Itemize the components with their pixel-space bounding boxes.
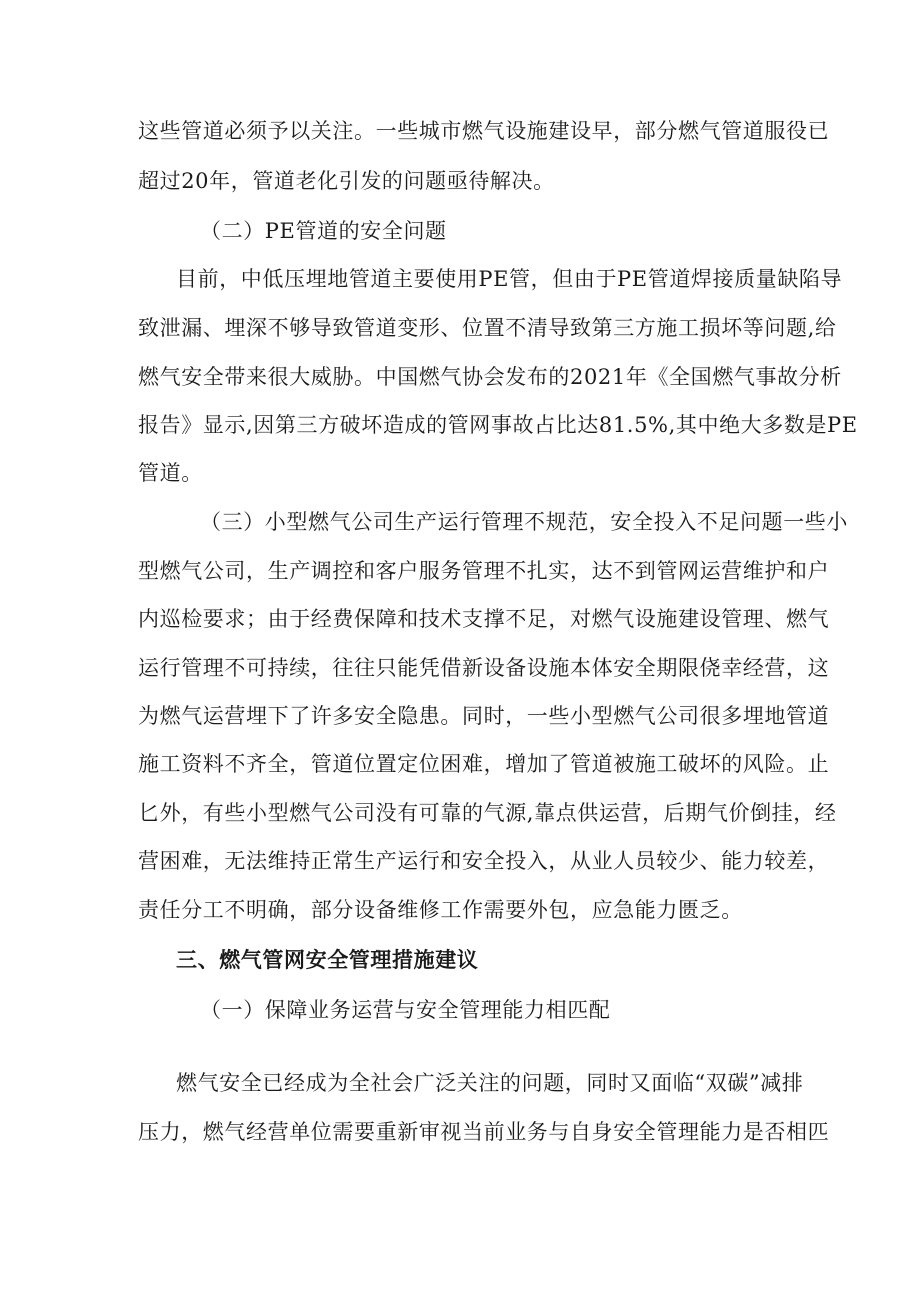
paragraph-line: 为燃气运营埋下了许多安全隐患。同时，一些小型燃气公司很多埋地管道 xyxy=(138,704,830,728)
paragraph-line: 超过20年，管道老化引发的问题亟待解决。 xyxy=(138,169,555,193)
paragraph-line: 营困难，无法维持正常生产运行和安全投入，从业人员较少、能力较差， xyxy=(138,849,830,873)
paragraph-line: 型燃气公司，生产调控和客户服务管理不扎实，达不到管网运营维护和户 xyxy=(138,559,830,583)
paragraph-line: 内巡检要求；由于经费保障和技术支撑不足，对燃气设施建设管理、燃气 xyxy=(138,607,830,631)
paragraph-line: 管道。 xyxy=(138,461,203,485)
subsection-heading: （一）保障业务运营与安全管理能力相匹配 xyxy=(200,998,611,1022)
paragraph-line: 报告》显示,因第三方破坏造成的管网事故占比达81.5%,其中绝大多数是PE xyxy=(138,413,858,437)
paragraph-line: 运行管理不可持续，往往只能凭借新设备设施本体安全期限侥幸经营，这 xyxy=(138,656,830,680)
paragraph-line: 这些管道必须予以关注。一些城市燃气设施建设早，部分燃气管道服役已 xyxy=(138,119,830,143)
section-heading: 三、燃气管网安全管理措施建议 xyxy=(176,947,479,972)
paragraph-line: 施工资料不齐全，管道位置定位困难，增加了管道被施工破坏的风险。止 xyxy=(138,752,830,776)
subsection-heading: （二）PE管道的安全问题 xyxy=(200,219,447,243)
paragraph-line: 目前，中低压埋地管道主要使用PE管，但由于PE管道焊接质量缺陷导 xyxy=(176,267,843,291)
paragraph-line: 致泄漏、埋深不够导致管道变形、位置不清导致第三方施工损坏等问题,给 xyxy=(138,316,837,340)
paragraph-line: 匕外，有些小型燃气公司没有可靠的气源,靠点供运营，后期气价倒挂，经 xyxy=(138,801,837,825)
paragraph-line: 责任分工不明确，部分设备维修工作需要外包，应急能力匮乏。 xyxy=(138,898,743,922)
paragraph-line: 压力，燃气经营单位需要重新审视当前业务与自身安全管理能力是否相匹 xyxy=(138,1120,830,1144)
paragraph-line: 燃气安全已经成为全社会广泛关注的问题，同时又面临“双碳”减排 xyxy=(176,1071,804,1095)
paragraph-line: 燃气安全带来很大威胁。中国燃气协会发布的2021年《全国燃气事故分析 xyxy=(138,365,842,389)
paragraph-line: （三）小型燃气公司生产运行管理不规范，安全投入不足问题一些小 xyxy=(200,510,848,534)
